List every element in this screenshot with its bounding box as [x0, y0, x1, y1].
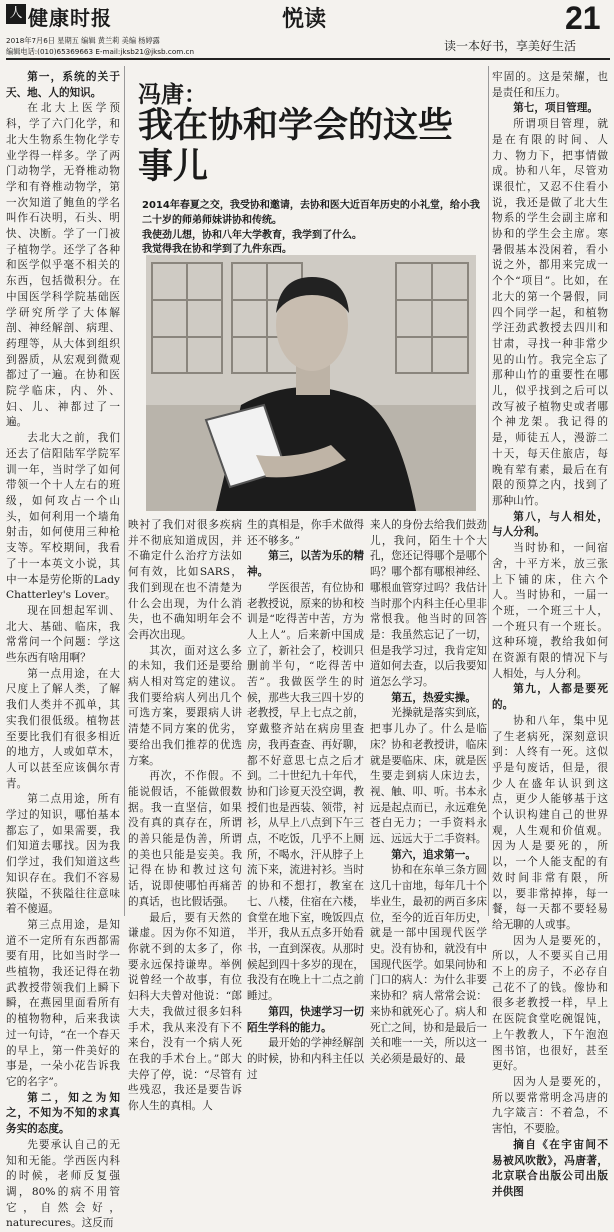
text-column-2: [128, 518, 242, 1113]
masthead: [0, 0, 614, 56]
body-paragraph: 映衬了我们对很多疾病并不彻底知道成因，并不确定什么治疗方法如何有效，比如SARS，我们到现在也不清楚为什么会出现，为什么消失，也不确知明年会不会再次出现。: [128, 519, 242, 641]
section-heading: 第三，以苦为乐的精神。: [247, 550, 364, 579]
body-paragraph: 先要承认自己的无知和无能。学西医内科的时候，老师反复强调，80%的病不用管它，自然会好，naturecures。这反而: [6, 1138, 120, 1230]
body-paragraph: 因为人是要死的，所以，人不要买自己用不上的房子，不必存自己花不了的钱。像协和很多老教授一样，早上在医院食堂吃碗馄饨，上午教教人，下午泡泡图书馆，也很好，甚至更好。: [492, 934, 608, 1073]
section-heading: 第六，追求第一。: [391, 848, 476, 861]
page-number: 21: [565, 0, 601, 36]
section-heading: 第五，热爱实操。: [391, 691, 476, 704]
body-paragraph: 在北大上医学预科，学了六门化学，和北大生物系生物化学专业学得一样多。学了两门动物学，无脊椎动物学和有脊椎动物学，第一次知道了鲍鱼的学名叫作石决明，石头、明快、决断。学了一门被子植物学。还学了各种和医学似乎毫不相关的东西，包括微积分。在中国医学科学院基础医学研究所学了大体解剖、神经解剖、病理、药理等，从大体到组织到器质，从宏观到微观都过了一遍。在协和医院学临床，内、外、妇、儿、神都过了一遍。: [6, 102, 120, 429]
body-paragraph: 现在回想起军训、北大、基础、临床，我常常问一个问题：学这些东西有啥用啊？: [6, 604, 120, 665]
body-paragraph: 协和八年，集中见了生老病死，深刻意识到：人终有一死。这似乎是句废话，但是，很少人在盛年认识到这点，更少人能够基于这个认识构建自己的世界观，人生观和价值观。因为人是要死的，所以，一个人能支配的有效时间非常有限，所以，要非常掉捧，每一餐，每一天都不要轻易给无聊的人或事。: [492, 714, 608, 931]
body-paragraph: 当时协和，一间宿舍，十平方米，放三张上下铺的床，住六个人。当时协和，一届一个班，一个班三十人，一个班只有一个班长。这种环境，教给我如何在资源有限的情况下与人相处，与人分利。: [492, 542, 608, 680]
section-heading: 第四，快速学习一切陌生学科的能力。: [247, 1005, 364, 1034]
issue-info: 2018年7月6日 星期五 编辑 黄兰莉 美编 杨婷露: [6, 36, 160, 45]
article-lead: [142, 199, 482, 258]
body-paragraph: 第一点用途，在大尺度上了解人类，了解我们人类并不孤单，其实我们很低级。植物甚至要比我们有很多相近的地方，人或如草木，人可以甚至应该偶尔青青。: [6, 667, 120, 790]
section-heading: 摘自《在宇宙间不易被风吹散》，冯唐著，北京联合出版公司出版并供图: [492, 1138, 608, 1198]
header-rule: [6, 58, 610, 60]
lead-paragraph: 我使劲儿想，协和八年大学教育，我学到了什么。: [142, 229, 362, 241]
column-divider: [488, 66, 489, 916]
body-paragraph: 牢固的。这是荣耀，也是责任和压力。: [492, 71, 608, 99]
body-paragraph: 光操就是落实到底，把事儿办了。什么是临床？协和老教授讲，临床就是要临床、床，就是医生要走到病人床边去，视、触、叩、听。书本永远是起点而已，永远难免苍白无力；一手资料永远、远远大于二手资料。: [370, 707, 487, 846]
section-heading: 第二，知之为知之，不知为不知的求真务实的态度。: [6, 1091, 120, 1136]
section-heading: 第九，人都是要死的。: [492, 683, 608, 712]
author-photo-illustration: [146, 255, 476, 511]
contact-info: 编辑电话:(010)65369663 E-mail:jksb21@jksb.com.cn: [6, 47, 195, 56]
body-paragraph: 再次，不作假。不能说假话，不能做假数据。我一直坚信，如果没有真的真存在，所谓的善只能是伪善，所谓的美也只能是妄美。我记得在协和教过这句话，说即使哪怕再痛苦的真话，也比假话强。: [128, 770, 242, 908]
section-title: 悦读: [282, 7, 327, 32]
page-slogan: 读一本好书，享美好生活: [444, 39, 577, 53]
column-divider: [124, 66, 125, 916]
author-photo: [146, 255, 476, 511]
body-paragraph: 协和在东单三条方圆这几十亩地，每年几十个毕业生，最初的两百多床位，至今的近百年历史，就是一部中国现代医学史。没有协和，就没有中国现代医学。如果问协和门口的病人：为什么非要来协和？病人常常会说：来协和就死心了。病人和死亡之间，协和是最后一关和唯一一关，所以这一关必须是最好的、最: [370, 864, 487, 1065]
section-heading: 第八，与人相处，与人分利。: [492, 510, 608, 539]
section-heading: 第七，项目管理。: [513, 102, 598, 115]
body-paragraph: 来人的身份去给我们鼓劲儿，我问，陌生十个大孔，您还记得哪个是哪个吗？哪个都有哪根神经、哪根血管穿过吗？我估计当时那个内科主任心里非常恨我。他当时的回答是：我虽然忘记了一切，但是我学习过，我肯定知道如何去查，以后我要知道怎么学习。: [370, 519, 487, 689]
masthead-logo-mark: 人: [6, 4, 26, 24]
lead-paragraph: 我觉得我在协和学到了九件东西。: [142, 244, 292, 256]
body-paragraph: 去北大之前，我们还去了信阳陆军学院军训一年，当时学了如何带领一个十人左右的班级，如何攻占一个山头，如何利用一个墙角射击，如何使用三种枪支等。军校期间，我看了十一本英文小说，其中一本是劳伦斯的Lady Chatterley's Lover。: [6, 432, 120, 602]
text-column-left: [6, 70, 120, 1230]
text-column-4: [370, 518, 487, 1065]
body-paragraph: 其次，面对这么多的未知，我们还是要给病人相对笃定的建议。我们要给病人列出几个可选方案，要跟病人讲清楚不同方案的优劣，要给出我们推荐的优选方案。: [128, 644, 242, 767]
body-paragraph: 生的真相是，你手术做得还不够多。”: [247, 519, 364, 547]
body-paragraph: 学医很苦，有位协和老教授说，原来的协和校训是“吃得苦中苦，方为人上人”。后来新中国成立了，新社会了，校训只删前半句，“吃得苦中苦”。我做医学生的时候，那些大我三四十岁的老教授，早上七点之前，穿戴整齐站在病房里查房，我再查查、再好聊，都不好意思七点之后才到。二十世纪九十年代，协和门诊夏天没空调，教授们也是西装、领带，衬衫，从早上八点到下午三点，不吃饭，几乎不上厕所，不喝水，汗从脖子上流下来，流进衬衫。当时的协和不想打，教室在七、八楼，住宿在六楼，食堂在地下室，晚饭四点半开，我从五点多开始看书，一直到深夜。从那时候起到四十多岁的现在，我没有在晚上十二点之前睡过。: [247, 581, 364, 1003]
body-paragraph: 第二点用途，所有学过的知识，哪怕基本都忘了，如果需要，我们知道去哪找。因为我们学过，我们知道这些知识存在。我们不容易狭隘，不狭隘往往意味着不傻逼。: [6, 793, 120, 916]
section-heading: 第一，系统的关于天、地、人的知识。: [6, 71, 120, 99]
text-column-3: [247, 518, 364, 1081]
headline: 我在协和学会的这些事儿: [138, 106, 454, 187]
body-paragraph: 因为人是要死的，所以要常常明念冯唐的九字箴言：不着急，不害怕，不要脸。: [492, 1076, 608, 1136]
body-paragraph: 最开始的学神经解剖的时候，协和内科主任以过: [247, 1037, 364, 1081]
newspaper-name: 健康时报: [28, 6, 112, 30]
text-column-right: [492, 70, 608, 1198]
body-paragraph: 第三点用途，是知道不一定所有东西都需要有用，比如当时学一些植物，我还记得在勃武教授带领我们上瞬下瞬，在燕园里面看所有的植物物种，后来我读过一句诗，“在一个春天的早上，第一件美好的事是，一朵小花告诉我它的名字”。: [6, 918, 120, 1088]
lead-paragraph: 2014年春夏之交，我受协和邀请，去协和医大近百年历史的小礼堂，给小我二十岁的师弟师妹讲协和传统。: [142, 200, 480, 226]
headline-kicker: 冯唐：: [138, 82, 207, 108]
body-paragraph: 所谓项目管理，就是在有限的时间、人力、物力下，把事情做成。协和八年，尽管劝课很忙，又忍不住看小说，我还是做了北大生物系的学生会副主席和协和的学生会主席。寒暑假基本没闲着，看小说之外，都用来完成一个个“项目”。比如，在北大的第一个暑假，同四个同学一起，和植物学汪劲武教授去四川和甘肃，寻找一种非常少见的山竹。我完全忘了那种山竹的重要性在哪儿，似乎找到之后可以改写被子植物史或者哪个神龙架。我记得的是，师徒五人，漫游二十天，每天住旅店，每晚有荤有素，最后在有限的预算之内，找到了那种山竹。: [492, 118, 608, 507]
body-paragraph: 最后，要有天然的谦虚。因为你不知道，你就不到的太多了，你要永远保持谦卑。举例说曾经一个故事，有位妇科大夫曾对他说：“郎大夫，我做过很多妇科手术，我从来没有下不来台，没有一个病人死在我的手术台上。”郎大夫停了停，说：“尽管有些残忍，我还是要告诉你人生的真相。人: [128, 911, 242, 1113]
